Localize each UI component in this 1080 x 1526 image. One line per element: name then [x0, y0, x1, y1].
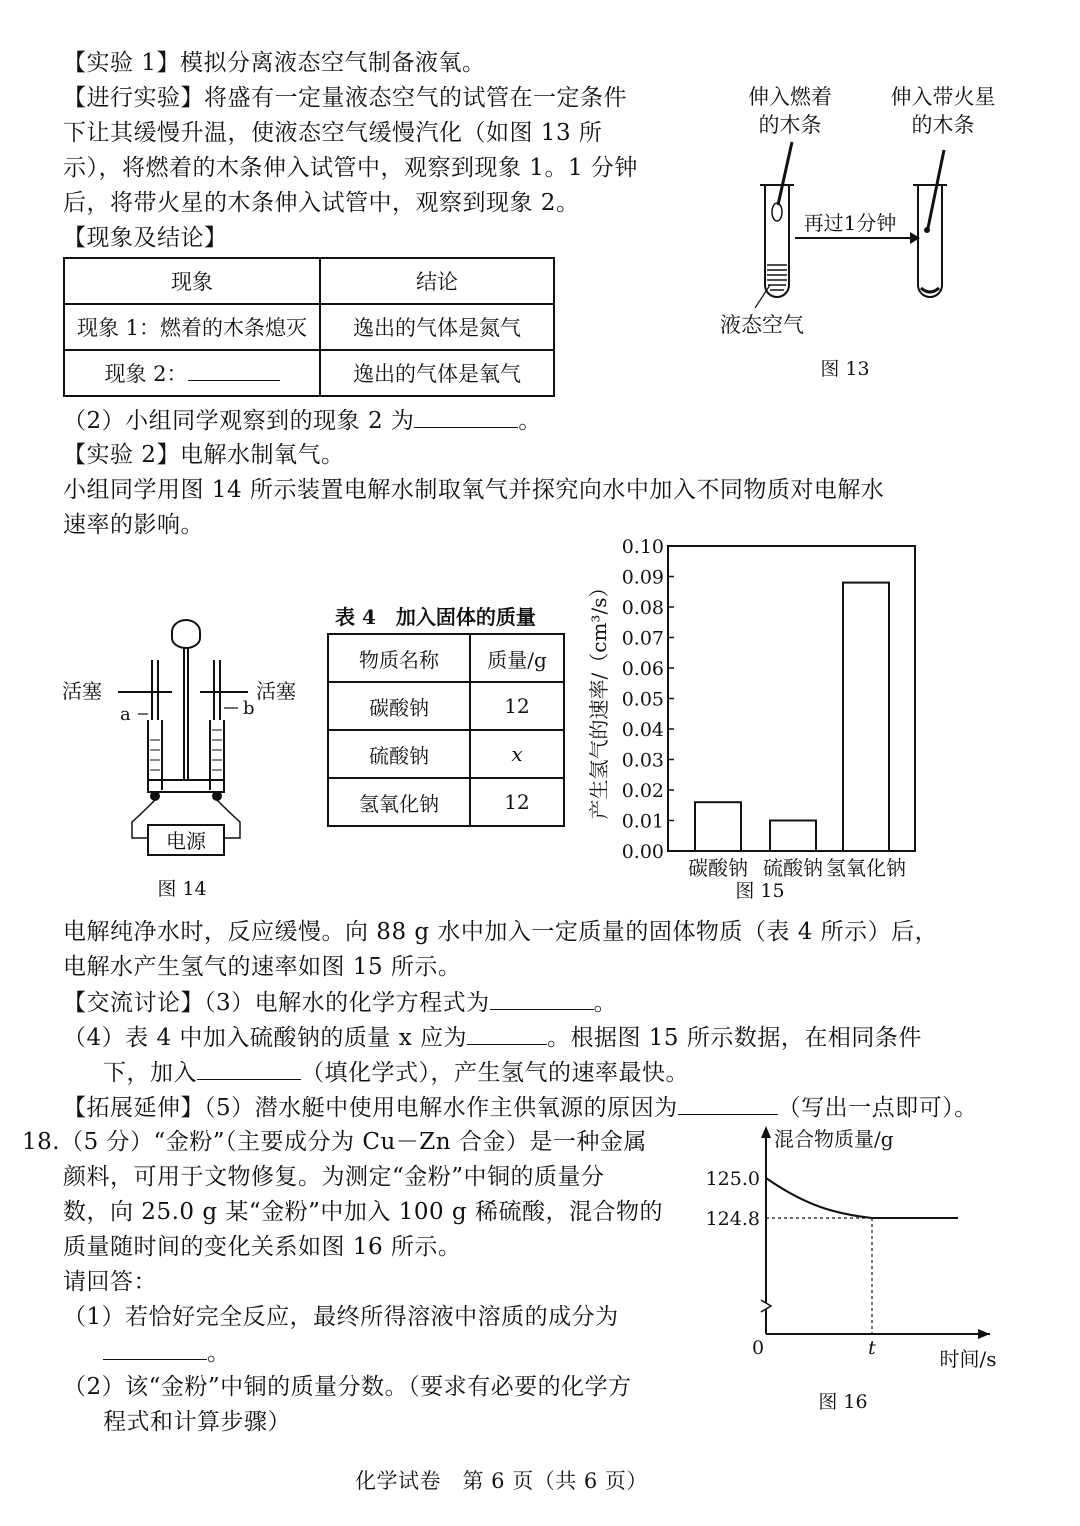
stopcock-right-label: 活塞	[256, 679, 296, 703]
table-4	[327, 633, 565, 827]
q18-line: 数，向 25.0 g 某“金粉”中加入 100 g 稀硫酸，混合物的	[63, 1199, 663, 1225]
y-axis-arrow-icon	[761, 1126, 771, 1138]
y-tick-label: 0.00	[621, 841, 664, 863]
exp1-procedure-line: 示），将燃着的木条伸入试管中，观察到现象 1。1 分钟	[63, 155, 638, 181]
label-b: b	[243, 698, 255, 719]
electrode-icon	[150, 791, 160, 801]
question-4-text: （4）表 4 中加入硫酸钠的质量 x 应为	[63, 1025, 467, 1051]
question-4-line2	[103, 1057, 689, 1088]
y-tick-label: 0.04	[621, 719, 664, 741]
table-header: 物质名称	[328, 634, 470, 682]
y-tick-label: 0.01	[621, 810, 664, 833]
q18-line: 请回答：	[63, 1269, 157, 1295]
exp1-title: 【实验 1】模拟分离液态空气制备液氧。	[63, 50, 486, 76]
power-label: 电源	[166, 829, 206, 853]
bar	[695, 802, 741, 851]
data-line	[766, 1178, 958, 1218]
question-4-line2-text: 下，加入	[103, 1060, 197, 1086]
fig15-caption: 图 15	[735, 880, 785, 902]
question-4-middle: 。根据图 15 所示数据，在相同条件	[546, 1025, 922, 1051]
table-cell	[64, 350, 320, 396]
fig14-caption: 图 14	[157, 878, 207, 900]
x-tick-label: 0	[751, 1337, 765, 1359]
electrode-icon	[212, 791, 222, 801]
question-3-text: 【交流讨论】（3）电解水的化学方程式为	[63, 990, 490, 1016]
figure-14	[60, 610, 310, 910]
liquid-air-label: 液态空气	[720, 313, 804, 337]
question-2-text: （2）小组同学观察到的现象 2 为	[63, 408, 415, 434]
fig13-label-left: 的木条	[758, 113, 822, 137]
y-tick-label: 0.05	[621, 688, 664, 711]
y-tick-label: 0.02	[621, 780, 664, 802]
table-cell: 氢氧化钠	[328, 778, 470, 826]
y-axis-label: 产生氢气的速率/（cm³/s）	[587, 577, 611, 820]
answer-blank[interactable]	[678, 1092, 778, 1115]
y-tick-label: 124.8	[705, 1208, 760, 1230]
question-5-end: （写出一点即可）。	[777, 1095, 978, 1121]
y-tick-label: 125.0	[705, 1168, 760, 1190]
exp1-procedure-line: 下让其缓慢升温，使液态空气缓慢汽化（如图 13 所	[63, 120, 603, 146]
table-header: 现象	[64, 258, 320, 304]
table-cell: 碳酸钠	[328, 682, 470, 730]
exp1-procedure-line: 后，将带火星的木条伸入试管中，观察到现象 2。	[63, 190, 580, 216]
x-tick-label: 硫酸钠	[763, 856, 823, 880]
y-tick-label: 0.03	[621, 749, 664, 772]
bar	[770, 821, 816, 852]
question-5	[63, 1092, 978, 1123]
question-5-text: 【拓展延伸】（5）潜水艇中使用电解水作主供氧源的原因为	[63, 1095, 678, 1121]
x-axis-arrow-icon	[978, 1329, 990, 1339]
q18-sub2: （2）该“金粉”中铜的质量分数。（要求有必要的化学方	[63, 1374, 632, 1400]
page-footer: 化学试卷 第 6 页（共 6 页）	[355, 1469, 648, 1493]
answer-blank[interactable]	[490, 987, 594, 1010]
bar	[843, 583, 889, 851]
phenomenon2-label: 现象 2：	[104, 362, 188, 386]
q18-line: 18.（5 分）“金粉”（主要成分为 Cu－Zn 合金）是一种金属	[22, 1129, 647, 1155]
x-tick-label: t	[868, 1337, 876, 1359]
exp2-intro-line: 小组同学用图 14 所示装置电解水制取氧气并探究向水中加入不同物质对电解水	[63, 477, 885, 503]
y-axis-label: 混合物质量/g	[774, 1127, 894, 1151]
answer-blank[interactable]	[197, 1057, 301, 1080]
table-header: 质量/g	[470, 634, 564, 682]
question-2-end: 。	[518, 408, 542, 434]
stopcock-left-label: 活塞	[62, 679, 102, 703]
figure-15-bar-chart	[580, 536, 940, 910]
exp2-title: 【实验 2】电解水制氧气。	[63, 442, 345, 468]
table-cell: 12	[470, 778, 564, 826]
fig13-label-left: 伸入燃着	[748, 85, 832, 109]
y-tick-label: 0.06	[621, 658, 664, 680]
table-cell: x	[470, 730, 564, 778]
answer-blank[interactable]	[467, 1022, 547, 1045]
fig13-arrow-text: 再过1分钟	[803, 211, 897, 235]
table-header: 结论	[320, 258, 554, 304]
q18-sub1-end: 。	[207, 1340, 231, 1366]
phenomenon-heading: 【现象及结论】	[63, 225, 228, 251]
liquid-air	[767, 265, 787, 290]
question-2	[63, 405, 542, 436]
exp1-procedure-line: 【进行实验】将盛有一定量液态空气的试管在一定条件	[63, 85, 627, 111]
table-cell: 现象 1：燃着的木条熄灭	[64, 304, 320, 350]
liquid-remaining	[921, 288, 939, 292]
y-tick-label: 0.07	[621, 627, 664, 650]
water-marks	[150, 730, 222, 780]
table-cell: 12	[470, 682, 564, 730]
fig16-caption: 图 16	[818, 1391, 868, 1413]
connecting-tube	[148, 780, 224, 792]
figure-13	[700, 80, 1020, 390]
table-row	[64, 350, 554, 396]
body-line: 电解纯净水时，反应缓慢。向 88 g 水中加入一定质量的固体物质（表 4 所示）后，	[63, 919, 939, 945]
body-line: 电解水产生氢气的速率如图 15 所示。	[63, 954, 462, 980]
question-3	[63, 987, 617, 1018]
table-row	[64, 304, 554, 350]
answer-blank[interactable]	[188, 358, 280, 381]
funnel	[172, 620, 200, 780]
table-cell: 硫酸钠	[328, 730, 470, 778]
q18-line: 质量随时间的变化关系如图 16 所示。	[63, 1234, 462, 1260]
figure-16-line-chart	[700, 1120, 1030, 1420]
q18-line: 颜料，可用于文物修复。为测定“金粉”中铜的质量分	[63, 1164, 605, 1190]
x-tick-label: 氢氧化钠	[826, 856, 906, 880]
fig13-label-right: 的木条	[911, 113, 975, 137]
label-a: a	[120, 704, 131, 725]
test-tube-right	[913, 185, 947, 297]
y-tick-label: 0.09	[621, 566, 664, 589]
table-row	[328, 730, 564, 778]
q18-sub1: （1）若恰好完全反应，最终所得溶液中溶质的成分为	[63, 1304, 619, 1330]
answer-blank[interactable]	[414, 405, 518, 428]
fig13-caption: 图 13	[820, 358, 870, 380]
ember-icon	[924, 227, 930, 233]
q18-sub1-answer	[103, 1337, 231, 1368]
y-tick-label: 0.08	[621, 597, 664, 619]
answer-blank[interactable]	[103, 1337, 207, 1360]
table-cell: 逸出的气体是氮气	[320, 304, 554, 350]
q18-sub2: 程式和计算步骤）	[103, 1409, 291, 1435]
question-4	[63, 1022, 922, 1053]
table-cell: 逸出的气体是氧气	[320, 350, 554, 396]
phenomenon-table	[63, 257, 555, 397]
fig13-label-right: 伸入带火星	[890, 85, 996, 109]
exp2-intro-line: 速率的影响。	[63, 512, 204, 538]
question-3-end: 。	[593, 990, 618, 1016]
x-tick-label: 碳酸钠	[688, 856, 748, 880]
table4-title: 表 4 加入固体的质量	[335, 605, 536, 629]
table-row	[328, 682, 564, 730]
question-4-line2-end: （填化学式），产生氢气的速率最快。	[301, 1060, 689, 1086]
y-tick-label: 0.10	[621, 536, 664, 558]
table-row	[328, 778, 564, 826]
flame-icon	[772, 203, 782, 221]
x-axis-label: 时间/s	[939, 1347, 997, 1371]
